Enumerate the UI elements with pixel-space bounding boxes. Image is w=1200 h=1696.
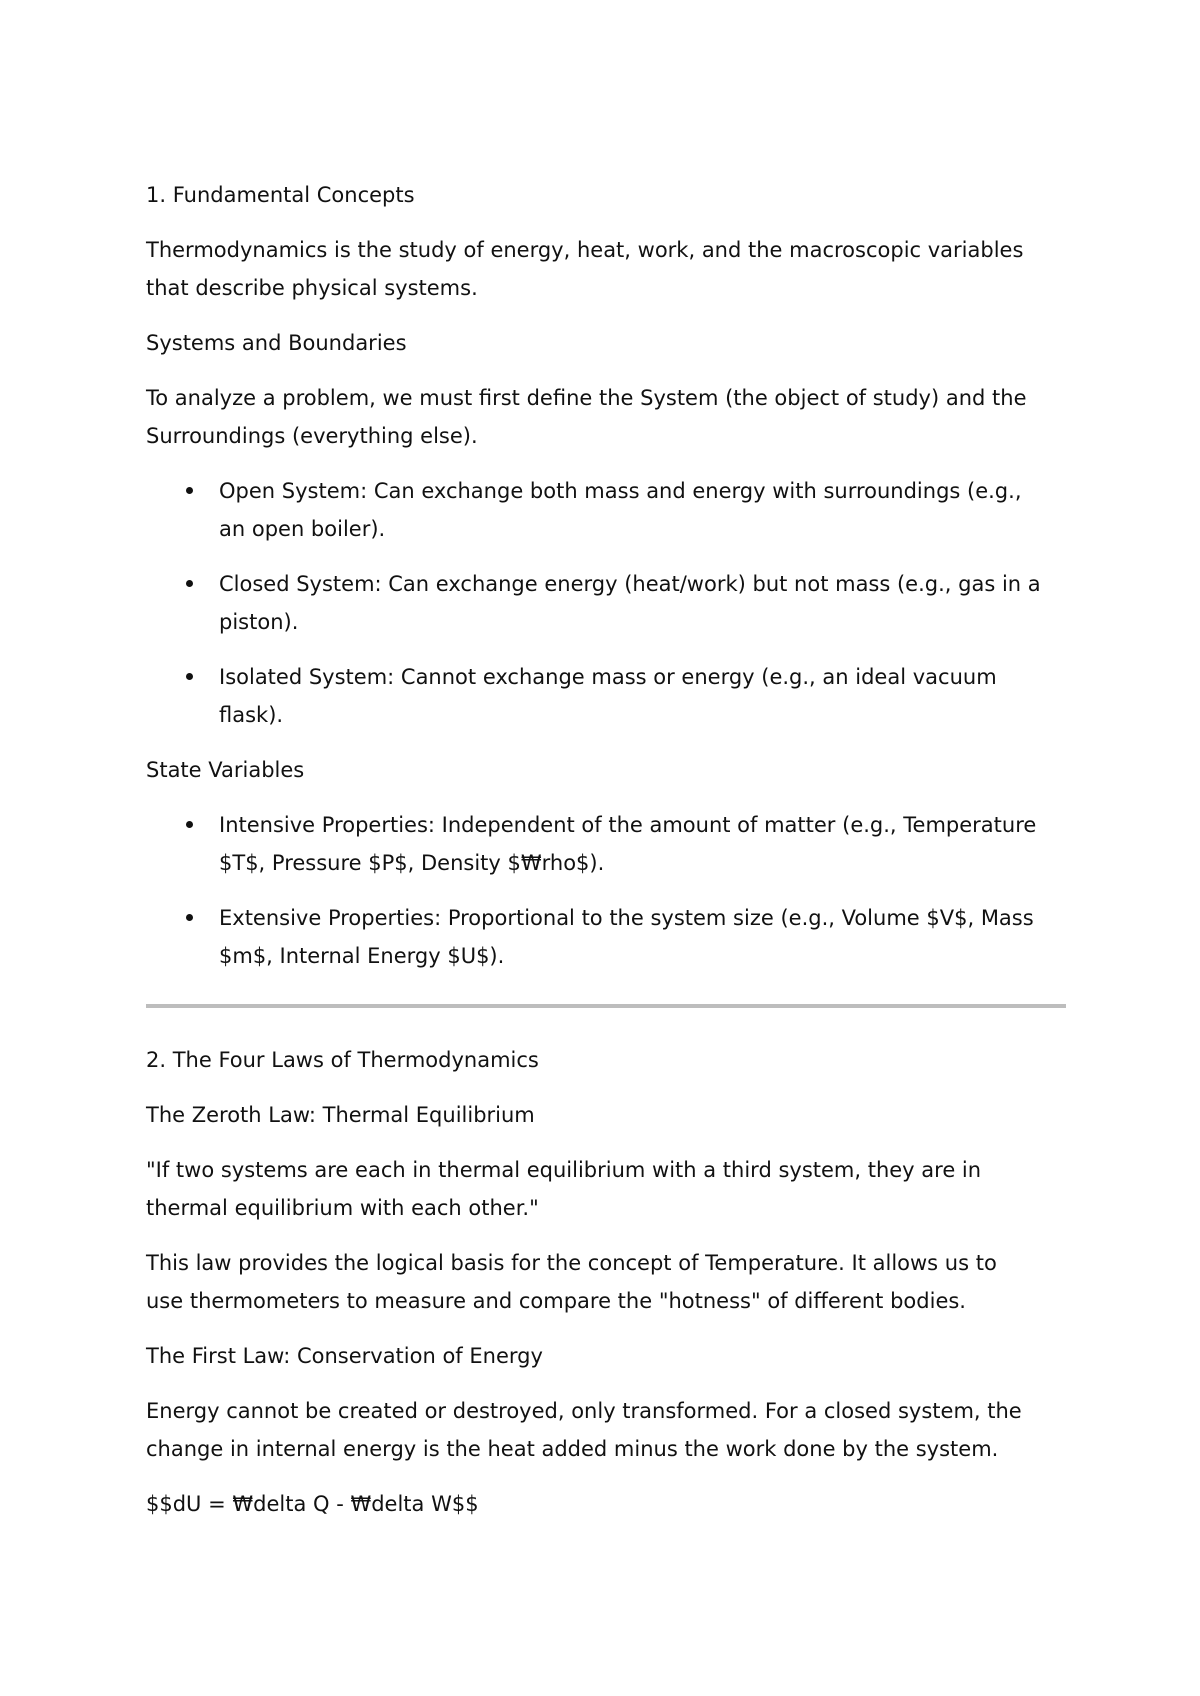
systems-line-2: Surroundings (everything else). [146,424,478,448]
quote-line-2: thermal equilibrium with each other." [146,1196,539,1220]
list-item-line-2: an open boiler). [219,517,386,541]
zeroth-text-line-2: use thermometers to measure and compare the "hotness" of different bodies. [146,1289,966,1313]
document-page [146,176,1066,1523]
zeroth-law-text [146,1244,1066,1320]
bullet-icon [186,580,193,587]
bullet-icon [186,821,193,828]
intro-line-1: Thermodynamics is the study of energy, heat, work, and the macroscopic variables [146,238,1024,262]
section-2-title: 2. The Four Laws of Thermodynamics [146,1048,539,1072]
state-variables-list [146,806,1066,975]
zeroth-law-quote [146,1151,1066,1227]
bullet-icon [186,914,193,921]
zeroth-text-line-1: This law provides the logical basis for the concept of Temperature. It allows us to [146,1251,997,1275]
first-text-line-2: change in internal energy is the heat added minus the work done by the system. [146,1437,999,1461]
list-item-line-1: Closed System: Can exchange energy (heat/work) but not mass (e.g., gas in a [219,572,1041,596]
list-item-line-1: Open System: Can exchange both mass and energy with surroundings (e.g., [219,479,1022,503]
systems-paragraph [146,379,1066,455]
list-item [146,565,1066,641]
list-item-line-2: $m$, Internal Energy $U$). [219,944,505,968]
zeroth-law-heading: The Zeroth Law: Thermal Equilibrium [146,1103,535,1127]
state-variables-heading: State Variables [146,758,305,782]
section-1-intro [146,231,1066,307]
systems-line-1: To analyze a problem, we must first define the System (the object of study) and the [146,386,1027,410]
system-types-list [146,472,1066,734]
list-item-line-2: flask). [219,703,284,727]
list-item [146,899,1066,975]
list-item [146,472,1066,548]
first-text-line-1: Energy cannot be created or destroyed, only transformed. For a closed system, the [146,1399,1022,1423]
first-law-text [146,1392,1066,1468]
list-item-line-2: piston). [219,610,299,634]
list-item-line-1: Extensive Properties: Proportional to the system size (e.g., Volume $V$, Mass [219,906,1034,930]
systems-heading: Systems and Boundaries [146,331,407,355]
horizontal-divider [146,1004,1066,1008]
first-law-heading: The First Law: Conservation of Energy [146,1344,543,1368]
bullet-icon [186,673,193,680]
list-item-line-1: Isolated System: Cannot exchange mass or energy (e.g., an ideal vacuum [219,665,997,689]
list-item-line-1: Intensive Properties: Independent of the amount of matter (e.g., Temperature [219,813,1037,837]
list-item [146,806,1066,882]
quote-line-1: "If two systems are each in thermal equilibrium with a third system, they are in [146,1158,982,1182]
section-1-title: 1. Fundamental Concepts [146,183,415,207]
list-item-line-2: $T$, Pressure $P$, Density $₩rho$). [219,851,605,875]
bullet-icon [186,487,193,494]
intro-line-2: that describe physical systems. [146,276,478,300]
first-law-equation: $$dU = ₩delta Q - ₩delta W$$ [146,1492,479,1516]
list-item [146,658,1066,734]
